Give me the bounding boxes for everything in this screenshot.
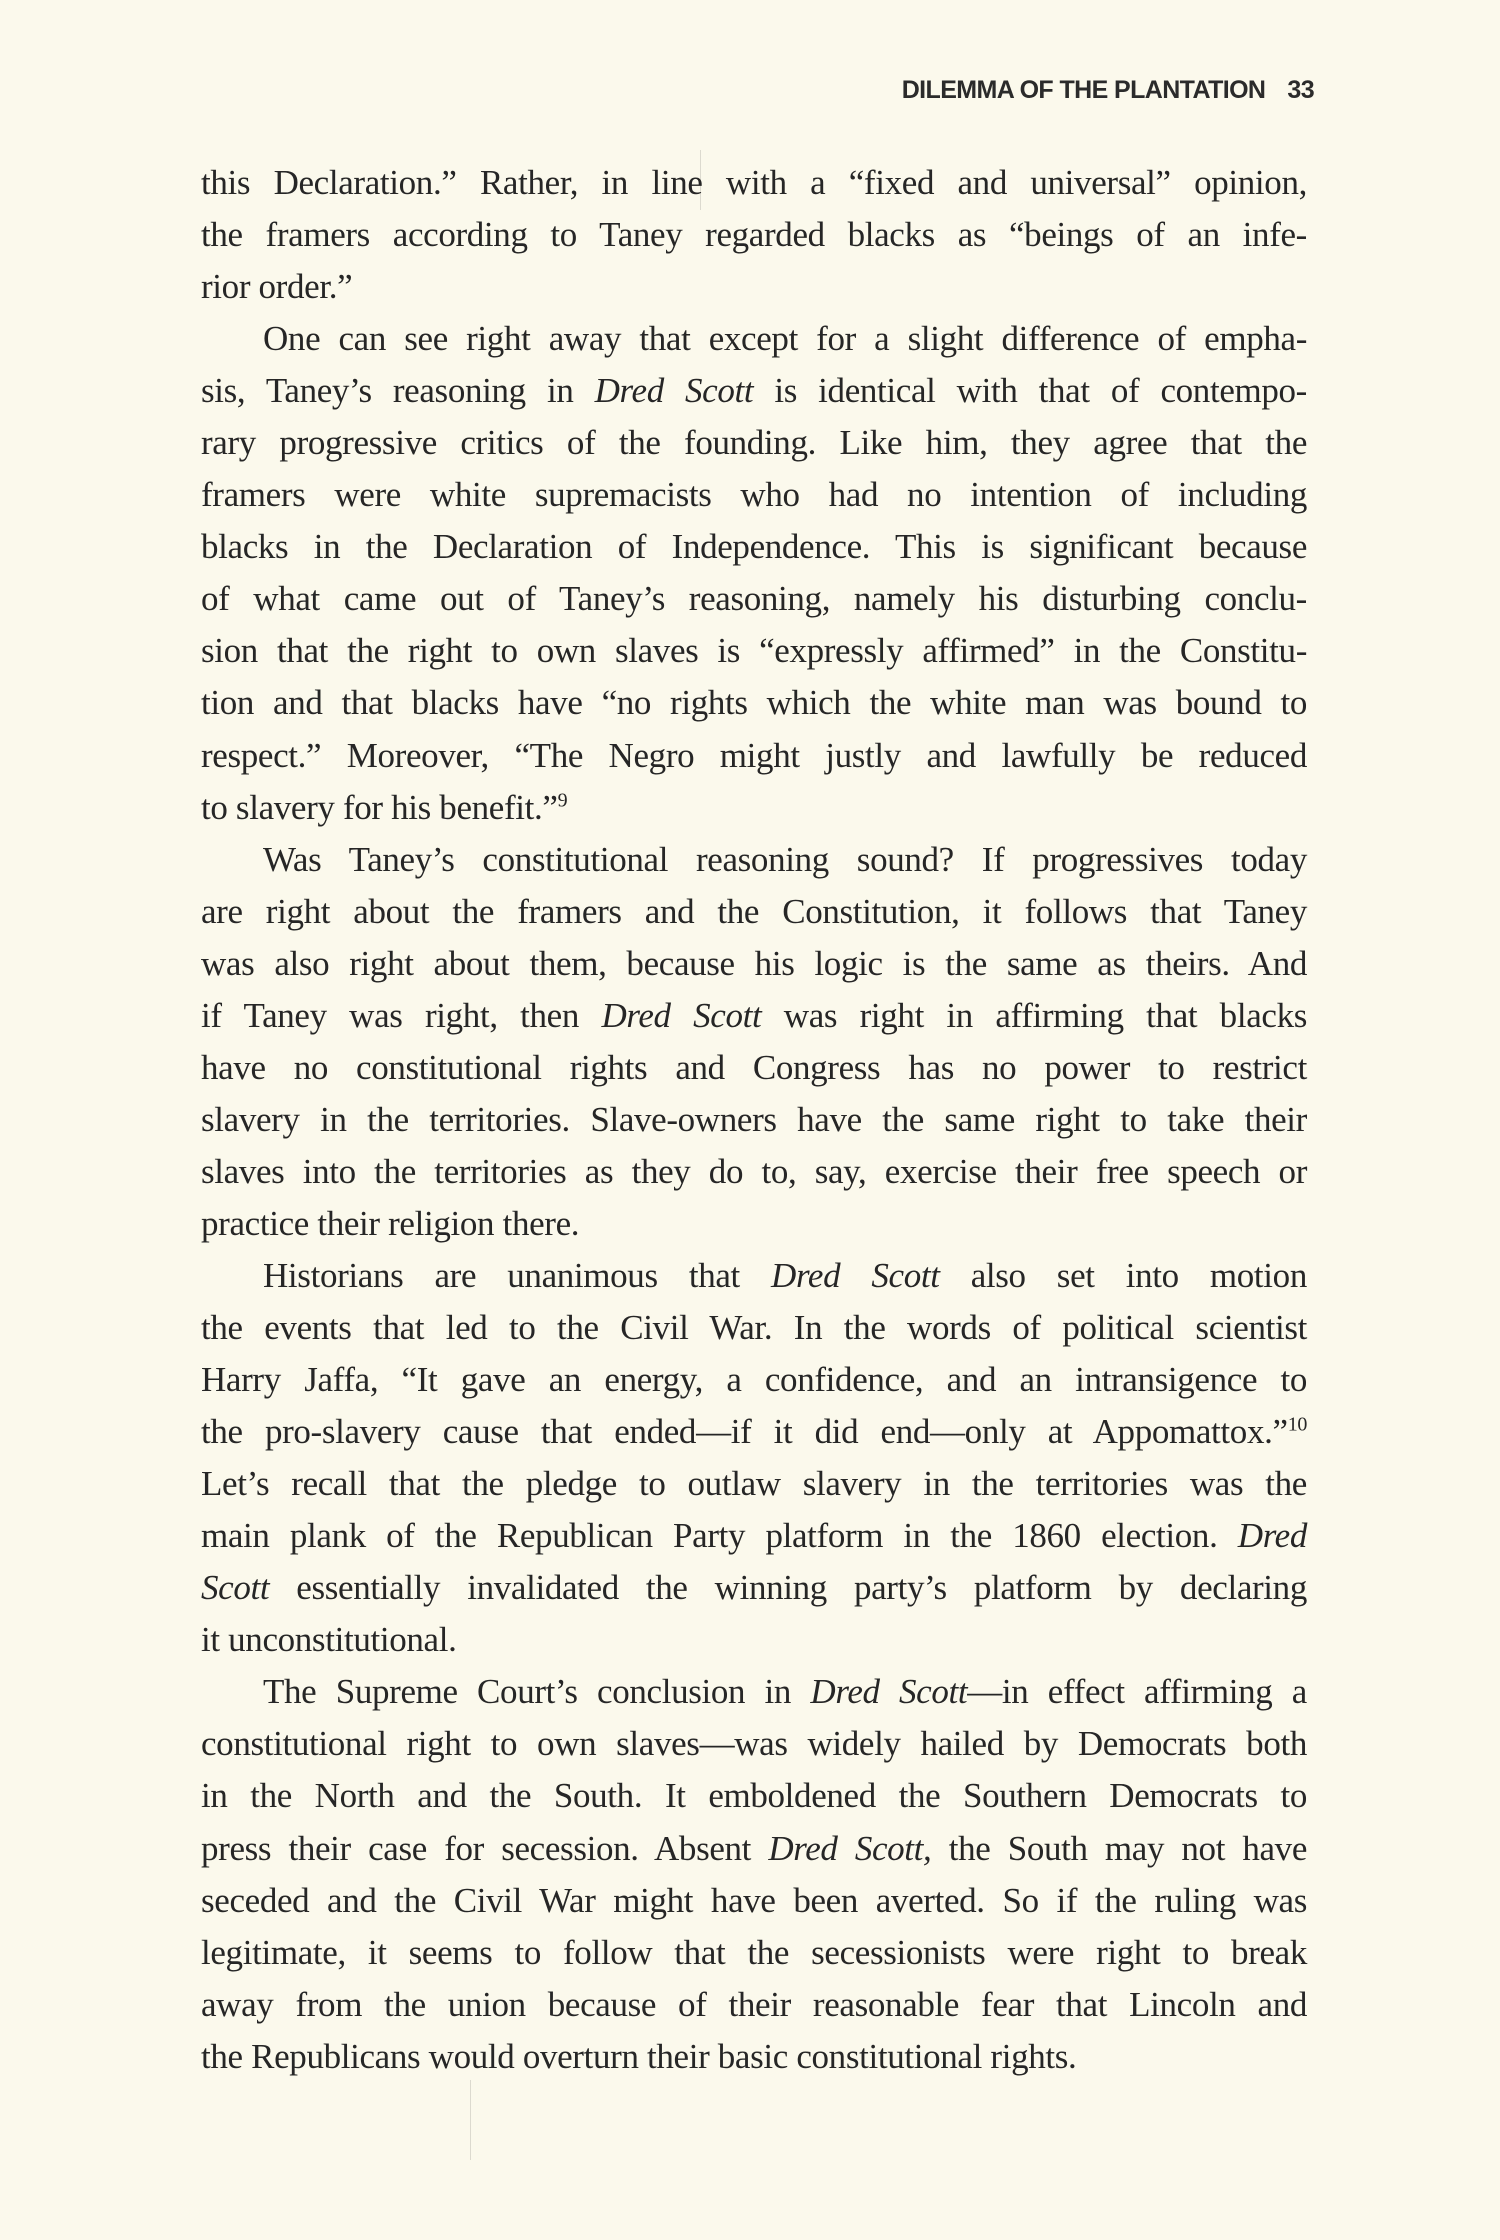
footnote-reference: 10 bbox=[1287, 1413, 1307, 1436]
text-line bbox=[201, 313, 1307, 365]
text-segment: rary progressive critics of the founding. Like him, they agree that the bbox=[201, 423, 1307, 463]
text-line bbox=[201, 782, 1307, 834]
text-line bbox=[201, 1614, 1307, 1666]
text-segment: respect.” Moreover, “The Negro might justly and lawfully be reduced bbox=[201, 735, 1307, 775]
text-segment: constitutional right to own slaves—was widely hailed by Democrats both bbox=[201, 1724, 1307, 1764]
text-line bbox=[201, 938, 1307, 990]
text-segment: away from the union because of their reasonable fear that Lincoln and bbox=[201, 1984, 1307, 2024]
text-line bbox=[201, 1094, 1307, 1146]
text-segment: was also right about them, because his logic is the same as theirs. And bbox=[201, 943, 1307, 983]
text-segment: slavery in the territories. Slave-owners have the same right to take their bbox=[201, 1099, 1307, 1139]
text-segment: this Declaration.” Rather, in line with a “fixed and universal” opinion, bbox=[201, 163, 1307, 202]
text-segment: the pro-slavery cause that ended—if it did end—only at Appomattox.” bbox=[201, 1412, 1288, 1452]
text-segment: seceded and the Civil War might have been averted. So if the ruling was bbox=[201, 1880, 1307, 1920]
text-line bbox=[201, 1250, 1307, 1302]
italic-title: Dred Scott bbox=[601, 995, 762, 1035]
text-line bbox=[201, 1198, 1307, 1250]
text-segment: sis, Taney’s reasoning in bbox=[201, 371, 595, 411]
text-segment: to slavery for his benefit.” bbox=[201, 787, 558, 827]
text-line bbox=[201, 730, 1307, 782]
text-line bbox=[201, 1146, 1307, 1198]
text-segment: also set into motion bbox=[939, 1255, 1307, 1295]
text-segment: it unconstitutional. bbox=[201, 1620, 457, 1660]
text-segment: was right in affirming that blacks bbox=[761, 995, 1307, 1035]
italic-title: Dred Scott bbox=[594, 371, 754, 411]
text-segment: if Taney was right, then bbox=[201, 995, 602, 1035]
text-line bbox=[201, 886, 1307, 938]
text-line bbox=[201, 261, 1307, 313]
text-segment: One can see right away that except for a slight difference of empha- bbox=[263, 319, 1307, 359]
text-segment: practice their religion there. bbox=[201, 1203, 580, 1243]
text-line bbox=[201, 209, 1307, 261]
text-line bbox=[201, 1770, 1307, 1822]
italic-title: Dred Scott bbox=[810, 1672, 968, 1712]
text-segment: the Republicans would overturn their basic constitutional rights. bbox=[201, 2036, 1077, 2076]
italic-title: Dred bbox=[1237, 1516, 1307, 1556]
text-segment: are right about the framers and the Constitution, it follows that Taney bbox=[201, 891, 1307, 931]
chapter-title: DILEMMA OF THE PLANTATION bbox=[901, 76, 1266, 104]
paragraph bbox=[201, 1666, 1307, 2082]
text-line bbox=[201, 834, 1307, 886]
text-segment: The Supreme Court’s conclusion in bbox=[263, 1672, 811, 1712]
text-segment: —in effect affirming a bbox=[967, 1672, 1307, 1712]
italic-title: Dred Scott, bbox=[768, 1828, 932, 1868]
italic-title: Dred Scott bbox=[771, 1255, 940, 1295]
text-segment: Historians are unanimous that bbox=[263, 1255, 772, 1295]
text-line bbox=[201, 1354, 1307, 1406]
text-segment: Was Taney’s constitutional reasoning sound? If progressives today bbox=[263, 839, 1307, 879]
text-line bbox=[201, 625, 1307, 677]
text-line bbox=[201, 677, 1307, 729]
text-line bbox=[201, 1875, 1307, 1927]
text-line bbox=[201, 1406, 1307, 1458]
text-segment: Let’s recall that the pledge to outlaw slavery in the territories was the bbox=[201, 1464, 1307, 1504]
text-line bbox=[201, 1562, 1307, 1614]
text-segment: Harry Jaffa, “It gave an energy, a confidence, and an intransigence to bbox=[201, 1360, 1307, 1400]
text-line bbox=[201, 417, 1307, 469]
text-line bbox=[201, 1718, 1307, 1770]
paragraph bbox=[201, 313, 1307, 833]
text-segment: in the North and the South. It emboldened the Southern Democrats to bbox=[201, 1776, 1307, 1816]
text-line bbox=[201, 2031, 1307, 2083]
text-segment: of what came out of Taney’s reasoning, namely his disturbing conclu- bbox=[201, 579, 1307, 619]
paragraph bbox=[201, 157, 1307, 313]
text-segment: framers were white supremacists who had no intention of including bbox=[201, 475, 1307, 515]
running-head bbox=[902, 76, 1314, 105]
paragraph bbox=[201, 1250, 1307, 1666]
text-segment: blacks in the Declaration of Independence. This is significant because bbox=[201, 527, 1307, 567]
footnote-reference: 9 bbox=[557, 788, 568, 811]
page-number: 33 bbox=[1287, 76, 1314, 104]
text-line bbox=[201, 469, 1307, 521]
text-line bbox=[201, 1979, 1307, 2031]
text-line bbox=[201, 521, 1307, 573]
text-line bbox=[201, 1510, 1307, 1562]
text-segment: sion that the right to own slaves is “expressly affirmed” in the Constitu- bbox=[201, 631, 1307, 671]
text-segment: essentially invalidated the winning party’s platform by declaring bbox=[269, 1568, 1307, 1608]
body-text bbox=[201, 157, 1307, 2083]
text-line bbox=[201, 365, 1307, 417]
text-line bbox=[201, 1302, 1307, 1354]
text-line bbox=[201, 157, 1307, 209]
text-segment: the framers according to Taney regarded blacks as “beings of an infe- bbox=[201, 215, 1307, 255]
text-line bbox=[201, 1458, 1307, 1510]
text-segment: the events that led to the Civil War. In the words of political scientist bbox=[201, 1308, 1307, 1348]
text-segment: tion and that blacks have “no rights which the white man was bound to bbox=[201, 683, 1307, 723]
paragraph bbox=[201, 834, 1307, 1250]
text-segment: legitimate, it seems to follow that the secessionists were right to break bbox=[201, 1932, 1307, 1972]
scan-artifact bbox=[470, 2080, 471, 2160]
text-line bbox=[201, 990, 1307, 1042]
text-segment: have no constitutional rights and Congress has no power to restrict bbox=[201, 1047, 1307, 1087]
text-line bbox=[201, 1927, 1307, 1979]
italic-title: Scott bbox=[201, 1568, 270, 1608]
text-line bbox=[201, 1823, 1307, 1875]
text-segment: rior order.” bbox=[201, 267, 353, 307]
text-segment: main plank of the Republican Party platform in the 1860 election. bbox=[201, 1516, 1238, 1556]
text-segment: press their case for secession. Absent bbox=[201, 1828, 769, 1868]
text-segment: slaves into the territories as they do to, say, exercise their free speech or bbox=[201, 1151, 1307, 1191]
text-line bbox=[201, 573, 1307, 625]
text-line bbox=[201, 1666, 1307, 1718]
text-segment: the South may not have bbox=[931, 1828, 1308, 1868]
text-segment: is identical with that of contempo- bbox=[753, 371, 1307, 411]
text-line bbox=[201, 1042, 1307, 1094]
